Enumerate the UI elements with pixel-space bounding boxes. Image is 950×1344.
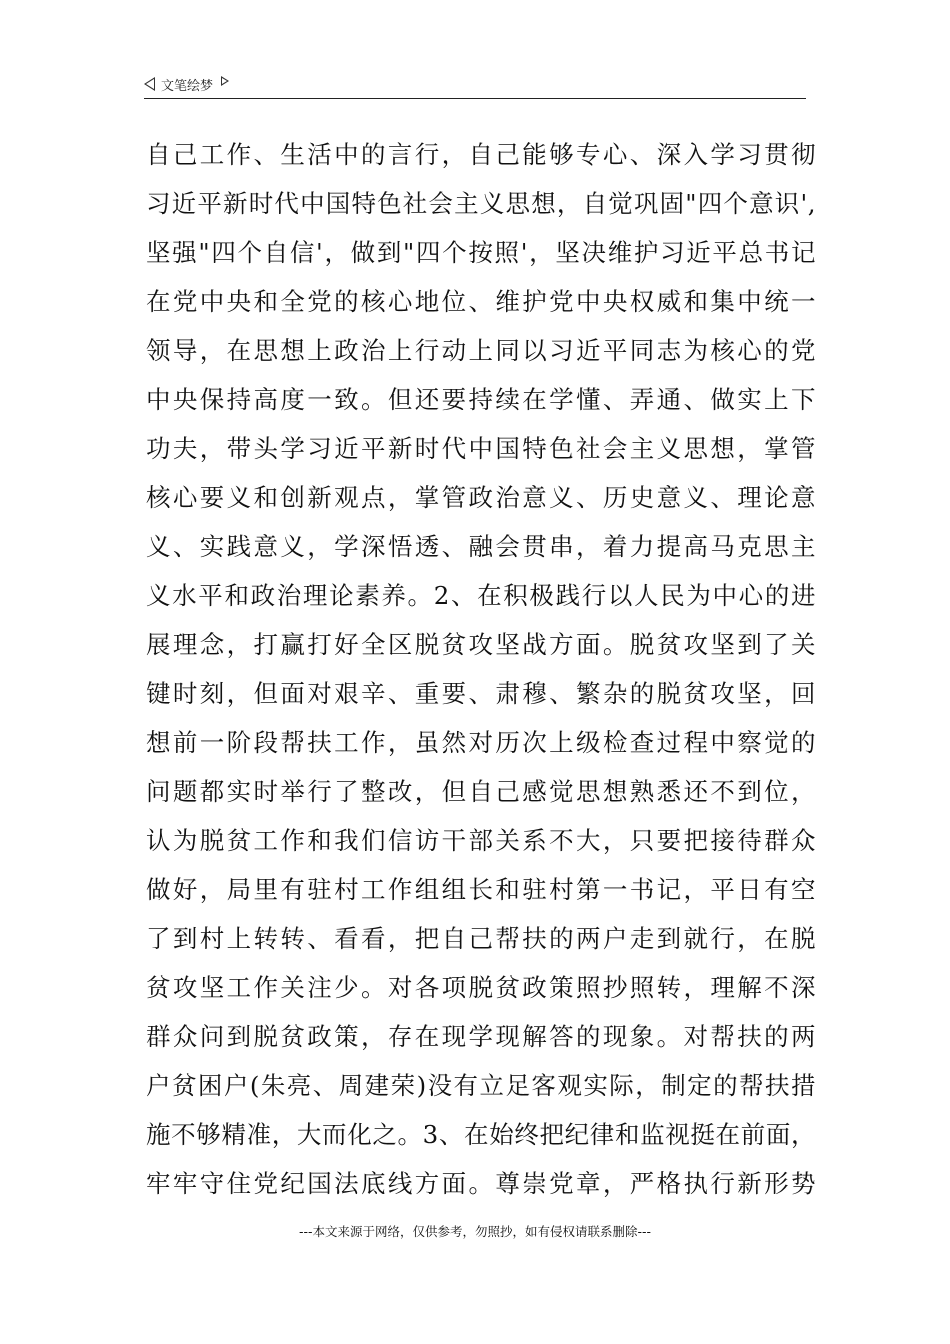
text-line: 功夫，带头学习近平新时代中国特色社会主义思想，掌管 <box>146 434 816 463</box>
text-line: 做好，局里有驻村工作组组长和驻村第一书记，平日有空 <box>146 875 816 904</box>
text-line: 想前一阶段帮扶工作，虽然对历次上级检查过程中察觉的 <box>146 728 816 757</box>
text-line: 贫攻坚工作关注少。对各项脱贫政策照抄照转，理解不深 <box>146 973 816 1002</box>
text-line: 自己工作、生活中的言行，自己能够专心、深入学习贯彻 <box>146 140 816 169</box>
text-line: 核心要义和创新观点，掌管政治意义、历史意义、理论意 <box>146 483 816 512</box>
text-line: 坚强"四个自信'，做到"四个按照'，坚决维护习近平总书记 <box>146 238 816 267</box>
text-line: 了到村上转转、看看，把自己帮扶的两户走到就行，在脱 <box>146 924 816 953</box>
text-line: 键时刻，但面对艰辛、重要、肃穆、繁杂的脱贫攻坚，回 <box>146 679 816 708</box>
text-line: 展理念，打赢打好全区脱贫攻坚战方面。脱贫攻坚到了关 <box>146 630 816 659</box>
triangle-right-icon <box>221 76 229 86</box>
document-body <box>146 130 816 1208</box>
page-header <box>144 74 806 99</box>
brand <box>144 74 229 94</box>
text-line: 群众问到脱贫政策，存在现学现解答的现象。对帮扶的两 <box>146 1022 816 1051</box>
text-line: 在党中央和全党的核心地位、维护党中央权威和集中统一 <box>146 287 816 316</box>
triangle-left-icon <box>144 77 155 91</box>
text-line: 牢牢守住党纪国法底线方面。尊崇党章，严格执行新形势 <box>146 1169 816 1198</box>
text-line: 户贫困户(朱亮、周建荣)没有立足客观实际，制定的帮扶措 <box>146 1071 816 1100</box>
text-line: 习近平新时代中国特色社会主义思想，自觉巩固"四个意识', <box>146 189 816 218</box>
text-line: 认为脱贫工作和我们信访干部关系不大，只要把接待群众 <box>146 826 816 855</box>
text-line: 中央保持高度一致。但还要持续在学懂、弄通、做实上下 <box>146 385 816 414</box>
text-line: 义水平和政治理论素养。2、在积极践行以人民为中心的进 <box>146 581 816 610</box>
text-line: 领导，在思想上政治上行动上同以习近平同志为核心的党 <box>146 336 816 365</box>
text-line: 施不够精准，大而化之。3、在始终把纪律和监视挺在前面， <box>146 1120 816 1149</box>
text-line: 义、实践意义，学深悟透、融会贯串，着力提高马克思主 <box>146 532 816 561</box>
brand-name: 文笔绘梦 <box>161 78 214 94</box>
text-line: 问题都实时举行了整改，但自己感觉思想熟悉还不到位， <box>146 777 816 806</box>
footer-notice: ---本文来源于网络，仅供参考，勿照抄，如有侵权请联系删除--- <box>298 1224 652 1239</box>
